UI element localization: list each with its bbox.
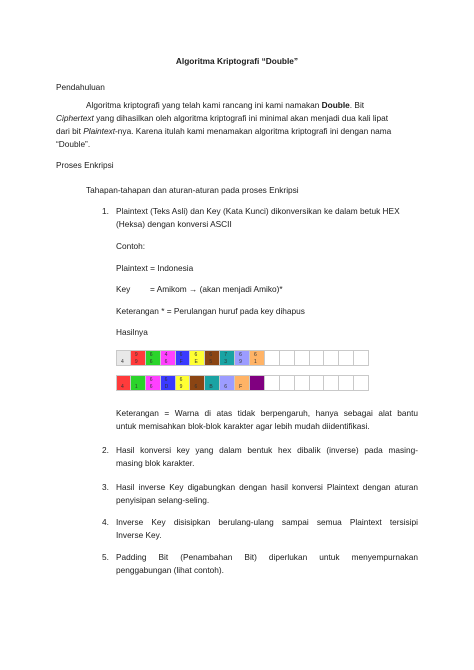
hex-cell-bottom: B [209, 384, 213, 390]
intro-paragraph-line-3: dari bit Plaintext-nya. Karena itulah kami menamakan algoritma kriptografi ini dengan nama [56, 126, 392, 136]
section-heading-intro: Pendahuluan [56, 82, 105, 92]
step-2-line-2: masing blok karakter. [116, 458, 195, 468]
hex-cell [250, 375, 265, 391]
hex-cell [205, 350, 220, 366]
hex-cell-top: 6 [149, 377, 153, 383]
hex-cell [176, 350, 191, 366]
hex-cell-top: 7 [224, 352, 228, 358]
hex-cell [339, 375, 354, 391]
hex-cell [354, 350, 369, 366]
hex-cell-bottom: 6 [149, 359, 153, 365]
step-number: 2. [102, 445, 109, 455]
hex-cell-bottom: F [239, 384, 243, 390]
hex-cell-top: 6 [179, 377, 183, 383]
step-2-line-1: Hasil konversi key yang dalam bentuk hex dibalik (inverse) pada masing- [116, 445, 418, 455]
hex-cell-bottom: 6 [224, 384, 228, 390]
hex-cell [280, 350, 295, 366]
hex-cell [116, 350, 131, 366]
section-heading-encryption: Proses Enkripsi [56, 160, 114, 170]
hex-cell [339, 350, 354, 366]
result-label: Hasilnya [116, 327, 148, 337]
hex-cell-top: 6 [149, 352, 153, 358]
hex-cell-bottom: 4 [121, 359, 124, 365]
hex-cell [250, 350, 265, 366]
intro-paragraph-line-4: “Double”. [56, 139, 91, 149]
hex-cell [310, 350, 325, 366]
hex-cell-bottom: F [179, 359, 183, 365]
hex-cell-top: 4 [164, 352, 168, 358]
hex-cell-bottom: 6 [194, 384, 198, 390]
hex-cell [146, 350, 161, 366]
hex-cell [265, 350, 280, 366]
hex-cell [205, 375, 220, 391]
grid-caption-line-2: untuk memisahkan blok-blok karakter agar lebih mudah diidentifikasi. [116, 421, 370, 431]
hex-cell [235, 350, 250, 366]
step-5-line-1: Padding Bit (Penambahan Bit) diperlukan untuk menyempurnakan [116, 552, 418, 562]
hex-cell-bottom: 1 [254, 359, 257, 365]
hex-grid-plaintext [116, 350, 374, 366]
hex-cell-top: 6 [179, 352, 183, 358]
key-label: Key [116, 284, 131, 294]
hex-cell-bottom: 9 [134, 359, 138, 365]
hex-cell [116, 375, 131, 391]
step-number: 5. [102, 552, 109, 562]
hex-cell [220, 375, 235, 391]
step-5-line-2: penggabungan (lihat contoh). [116, 565, 224, 575]
hex-cell-top: 9 [134, 352, 138, 358]
hex-cell [354, 375, 369, 391]
key-example: = Amikom → (akan menjadi Amiko)* [150, 284, 283, 294]
hex-cell-top: 6 [164, 377, 168, 383]
arrow-right-icon: → [188, 284, 198, 294]
hex-cell-top: 6 [194, 352, 198, 358]
hex-cell [176, 375, 191, 391]
hex-cell [295, 350, 310, 366]
hex-cell-top: 6 [209, 352, 213, 358]
step-4-line-2: Inverse Key. [116, 530, 162, 540]
plaintext-example: Plaintext = Indonesia [116, 263, 194, 273]
hex-cell [280, 375, 295, 391]
hex-cell [131, 375, 146, 391]
grid-caption-line-1: Keterangan = Warna di atas tidak berpengaruh, hanya sebagai alat bantu [116, 408, 418, 418]
hex-cell-bottom: 6 [149, 384, 153, 390]
key-note: Keterangan * = Perulangan huruf pada key dihapus [116, 306, 305, 316]
step-number: 1. [102, 206, 109, 216]
hex-cell-top: 6 [254, 352, 257, 358]
step-1-line-1: Plaintext (Teks Asli) dan Key (Kata Kunci) dikonversikan ke dalam betuk HEX [116, 206, 400, 216]
hex-cell-top: 6 [239, 352, 242, 358]
hex-cell-bottom: 3 [224, 359, 228, 365]
hex-cell [324, 375, 339, 391]
hex-cell-bottom: 6 [164, 359, 168, 365]
step-number: 3. [102, 482, 109, 492]
hex-cell [265, 375, 280, 391]
hex-cell [220, 350, 235, 366]
hex-cell-bottom: E [194, 359, 198, 365]
hex-cell-bottom: 9 [239, 359, 242, 365]
step-1-line-2: (Heksa) dengan konversi ASCII [116, 219, 232, 229]
hex-cell-bottom: D [164, 384, 169, 390]
step-3-line-2: penyisipan selang-seling. [116, 495, 210, 505]
page-title: Algoritma Kriptografi “Double” [175, 56, 299, 66]
hex-cell-bottom: 4 [121, 384, 124, 390]
hex-grid-key [116, 375, 374, 391]
step-3-line-1: Hasil inverse Key digabungkan dengan hasil konversi Plaintext dengan aturan [116, 482, 418, 492]
hex-cell-bottom: 9 [179, 384, 183, 390]
step-number: 4. [102, 517, 109, 527]
hex-cell [295, 375, 310, 391]
intro-paragraph-line-1: Algoritma kriptografi yang telah kami rancang ini kami namakan Double. Bit [86, 100, 365, 110]
hex-cell [131, 350, 146, 366]
hex-cell [161, 350, 176, 366]
intro-paragraph-line-2: Ciphertext yang dihasilkan oleh algoritma kriptografi ini minimal akan menjadi dua kali lipat [56, 113, 389, 123]
hex-cell-bottom: 5 [209, 359, 213, 365]
hex-cell [310, 375, 325, 391]
example-label: Contoh: [116, 241, 146, 251]
encryption-intro: Tahapan-tahapan dan aturan-aturan pada proses Enkripsi [86, 185, 299, 195]
hex-cell [190, 350, 205, 366]
hex-cell [190, 375, 205, 391]
hex-cell-bottom: 1 [134, 384, 138, 390]
hex-cell [324, 350, 339, 366]
hex-cell [146, 375, 161, 391]
hex-cell [235, 375, 250, 391]
step-4-line-1: Inverse Key disisipkan berulang-ulang sampai semua Plaintext tersisipi [116, 517, 418, 527]
hex-cell [161, 375, 176, 391]
